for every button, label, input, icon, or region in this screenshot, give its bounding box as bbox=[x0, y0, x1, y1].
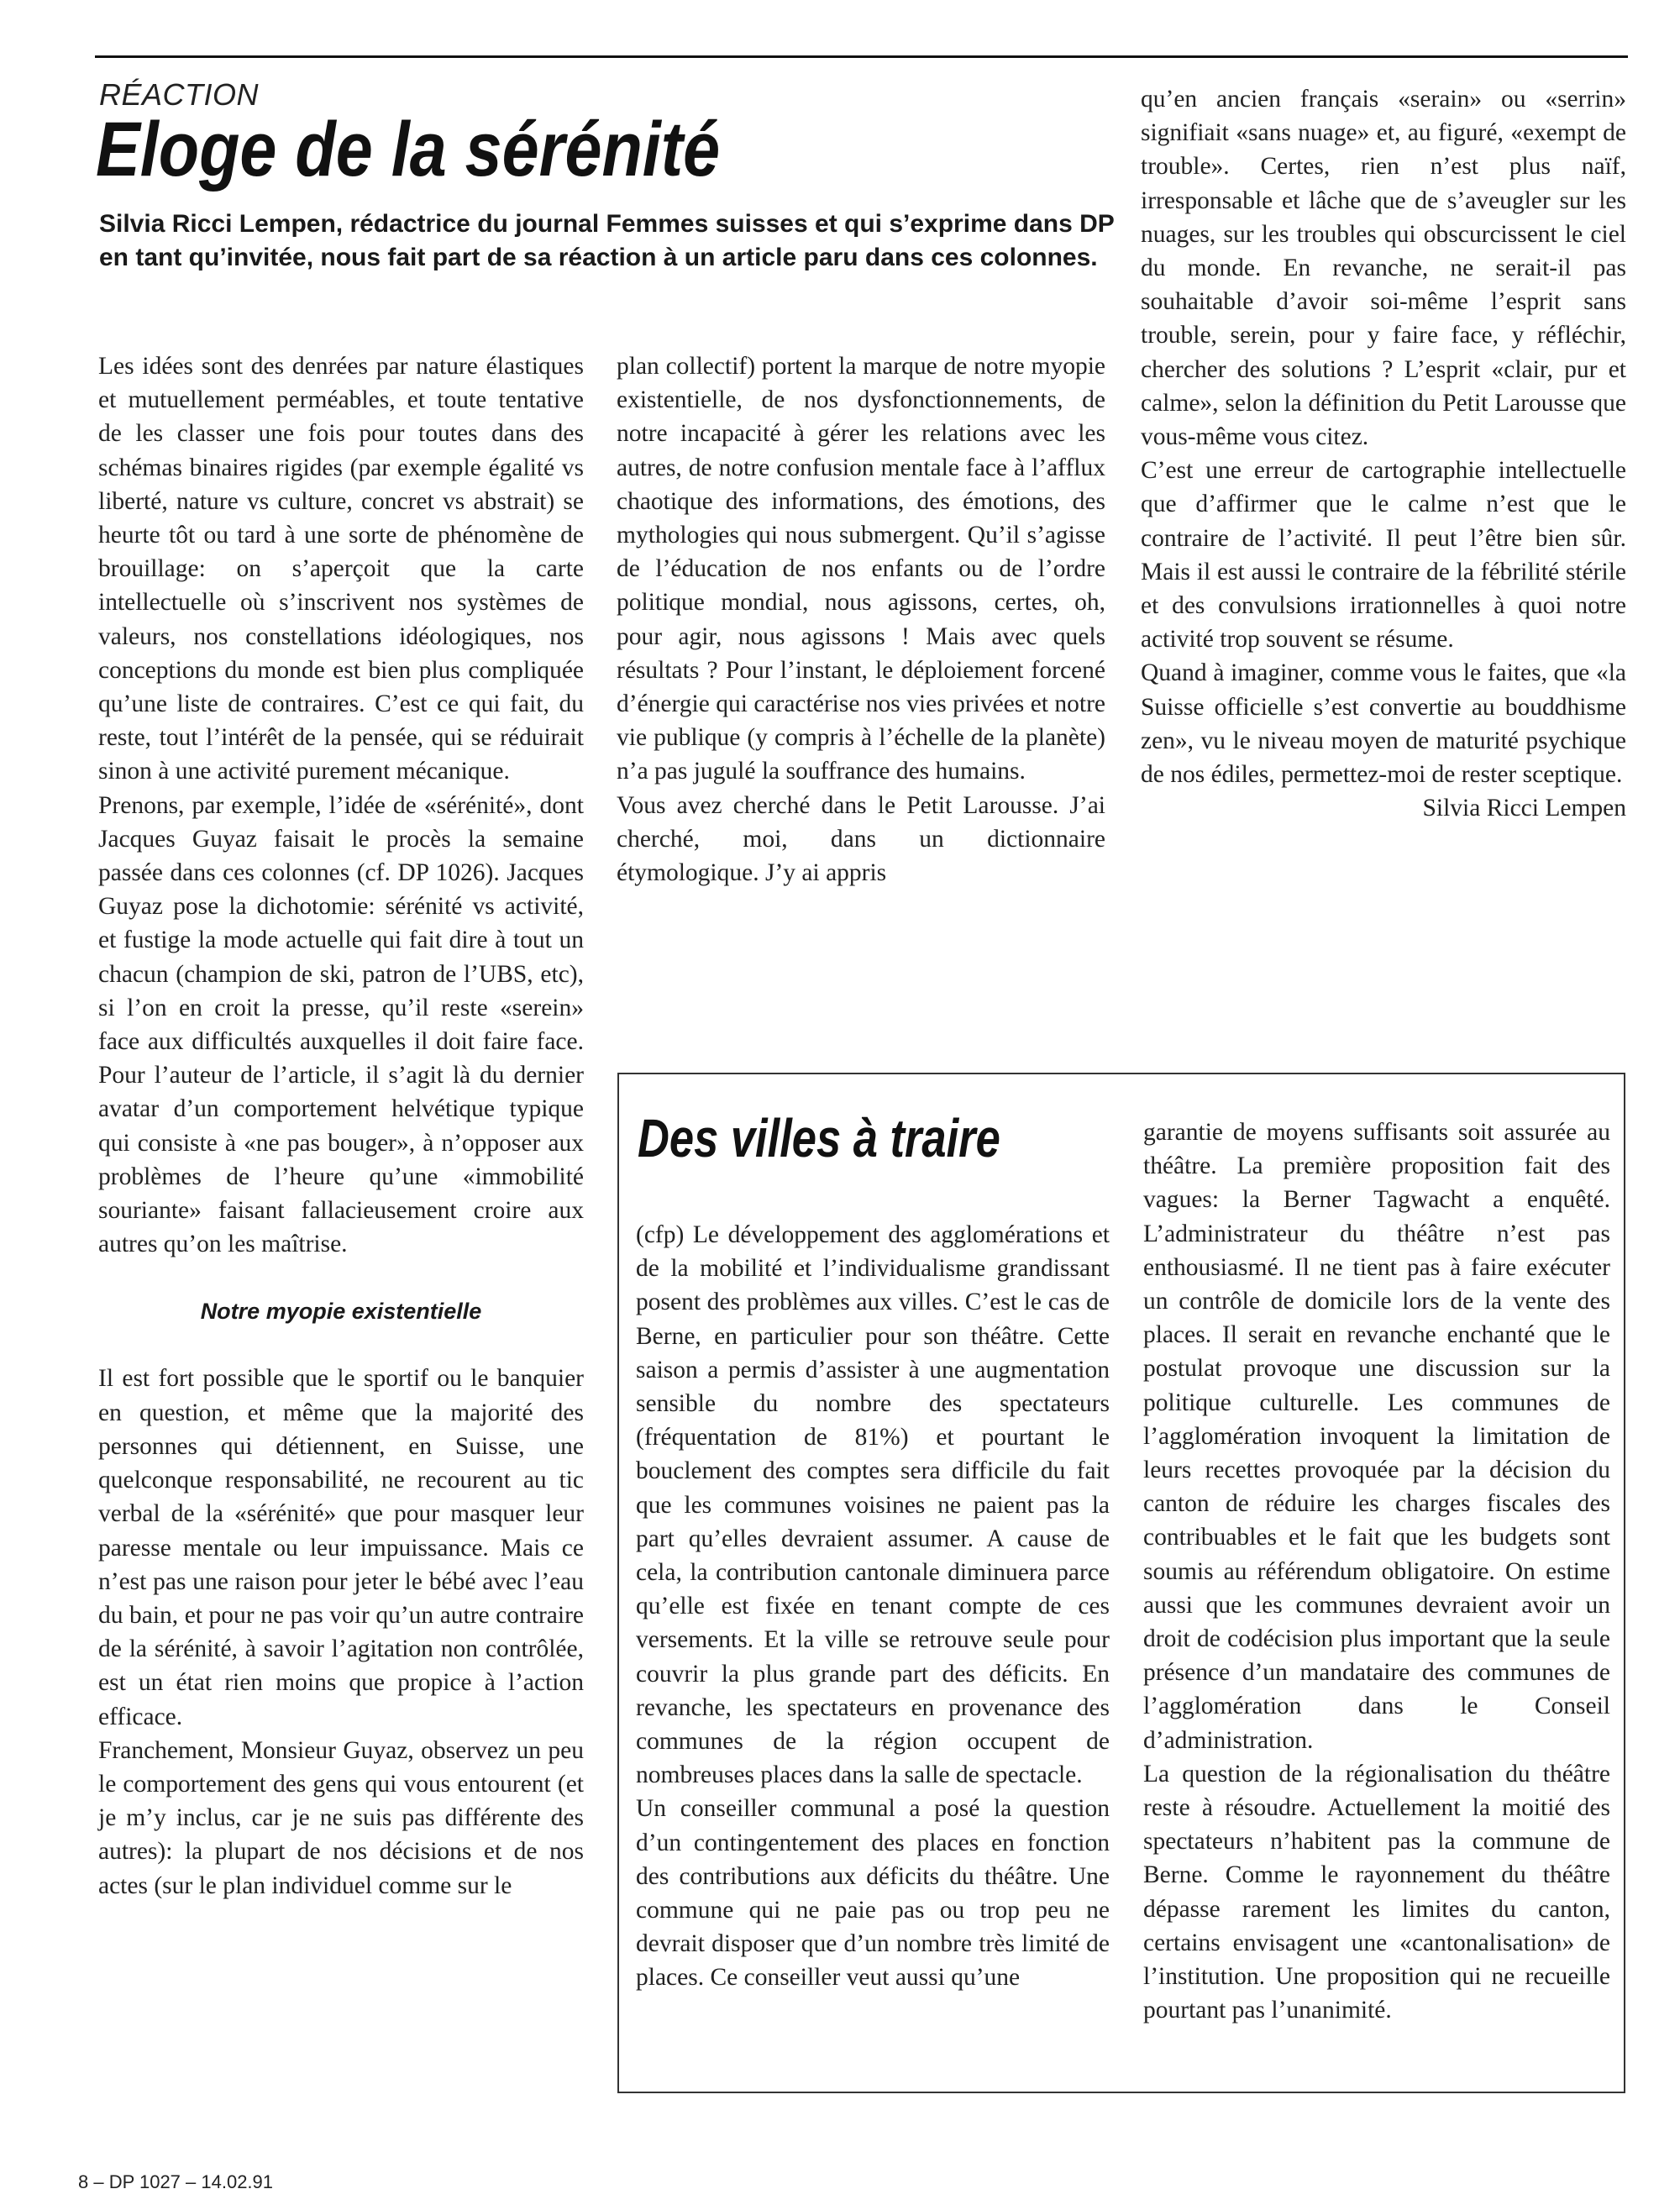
sidebar-paragraph: Un conseiller communal a posé la question d’un contingentement des places en fonction des contributions aux déficits du théâtre. Une commune qui ne paie pas ou trop peu ne devrait disposer que d’un nombre très limité de places. Ce conseiller veut aussi qu’une bbox=[636, 1795, 1110, 1992]
article-paragraph: Quand à imaginer, comme vous le faites, que «la Suisse officielle s’est convertie au bouddhisme zen», vu le niveau moyen de maturité psychique de nos édiles, permettez-moi de rester sceptique. bbox=[1141, 659, 1626, 789]
section-kicker: RÉACTION bbox=[99, 77, 260, 112]
article-paragraph: Vous avez cherché dans le Petit Larousse. J’ai cherché, moi, dans un dictionnaire étymologique. J’y ai appris bbox=[617, 791, 1105, 887]
article-paragraph: Les idées sont des denrées par nature élastiques et mutuellement perméables, et toute tentative de les classer une fois pour toutes dans des schémas binaires rigides (par exemple égalité vs liberté, nature vs culture, concret vs abstrait) se heurte tôt ou tard à une sorte de phénomène de brouillage: on s’aperçoit que la carte intellectuelle où s’inscrivent nos systèmes de valeurs, nos constellations idéologiques, nos conceptions du monde est bien plus compliquée qu’une liste de contraires. C’est ce qui fait, du reste, tout l’intérêt de la pensée, qui se réduirait sinon à une activité purement mécanique. bbox=[98, 353, 584, 785]
article-paragraph: plan collectif) portent la marque de notre myopie existentielle, de nos dysfonctionnements, de notre incapacité à gérer les relations avec les autres, de notre confusion mentale face à l’afflux chaotique des informations, des émotions, des mythologies qui nous submergent. Qu’il s’agisse de l’éducation de nos enfants ou de l’ordre politique mondial, nous agissons, certes, oh, pour agir, nous agissons ! Mais avec quels résultats ? Pour l’instant, le déploiement forcené d’énergie qui caractérise nos vies privées et notre vie publique (y compris à l’échelle de la planète) n’a pas jugulé la souffrance des humains. bbox=[617, 353, 1105, 785]
article-paragraph: qu’en ancien français «serain» ou «serrin» signifiait «sans nuage» et, au figuré, «exempt de trouble». Certes, rien n’est plus naïf, irresponsable et lâche que de s’aveugler sur les nuages, sur les troubles qui obscurcissent le ciel du monde. En revanche, ne serait-il pas souhaitable d’avoir soi-même l’esprit sans trouble, serein, pour y faire face, y réfléchir, chercher des solutions ? L’esprit «clair, pur et calme», selon la définition du Petit Larousse que vous-même vous citez. bbox=[1141, 86, 1626, 451]
article-lede: Silvia Ricci Lempen, rédactrice du journal Femmes suisses et qui s’exprime dans DP en tant qu’invitée, nous fait part de sa réaction à un article paru dans ces colonnes. bbox=[99, 210, 1115, 271]
article-paragraph: C’est une erreur de cartographie intellectuelle que d’affirmer que le calme n’est que le contraire de l’activité. Il peut l’être bien sûr. Mais il est aussi le contraire de la fébrilité stérile et des convulsions irrationnelles à quoi notre activité trop souvent se résume. bbox=[1141, 457, 1626, 654]
page-footer: 8 – DP 1027 – 14.02.91 bbox=[78, 2171, 274, 2192]
article-column-3 bbox=[1141, 82, 1626, 825]
sidebar-paragraph: (cfp) Le développement des agglomérations et de la mobilité et l’individualisme grandissant posent des problèmes aux villes. C’est le cas de Berne, en particulier pour son théâtre. Cette saison a permis d’assister à une augmentation sensible du nombre des spectateurs (fréquentation de 81%) et pourtant le bouclement des comptes sera difficile du fait que les communes voisines ne paient pas la part qu’elles devraient assumer. A cause de cela, la contribution cantonale diminuera parce qu’elle est fixée en tenant compte de ces versements. Et la ville se retrouve seule pour couvrir la plus grande part des déficits. En revanche, les spectateurs en provenance des communes de la région occupent de nombreuses places dans la salle de spectacle. bbox=[636, 1221, 1110, 1789]
article-paragraph: Prenons, par exemple, l’idée de «sérénité», dont Jacques Guyaz faisait le procès la semaine passée dans ces colonnes (cf. DP 1026). Jacques Guyaz pose la dichotomie: sérénité vs activité, et fustige la mode actuelle qui fait dire à tout un chacun (champion de ski, patron de l’UBS, etc), si l’on en croit la presse, qu’il reste «serein» face aux difficultés auxquelles il doit faire face. Pour l’auteur de l’article, il s’agit là du dernier avatar d’un comportement helvétique typique qui consiste à «ne pas bouger», à n’opposer aux problèmes de l’heure qu’une «immobilité souriante» faisant fallacieusement croire aux autres qu’on les maîtrise. bbox=[98, 791, 584, 1258]
sidebar-column-2 bbox=[1143, 1115, 1610, 2027]
article-paragraph: Il est fort possible que le sportif ou le banquier en question, et même que la majorité des personnes qui détiennent, en Suisse, une quelconque responsabilité, ne recourent au tic verbal de la «sérénité» que pour masquer leur paresse mentale ou leur impuissance. Mais ce n’est pas une raison pour jeter le bébé avec l’eau du bain, et pour ne pas voir qu’un autre contraire de la sérénité, à savoir l’agitation non contrôlée, est un état rien moins que propice à l’action efficace. bbox=[98, 1365, 584, 1730]
article-column-2 bbox=[617, 349, 1105, 890]
sidebar-column-1 bbox=[636, 1218, 1110, 1995]
article-subhead: Notre myopie existentielle bbox=[200, 1299, 482, 1325]
article-column-1 bbox=[98, 349, 584, 1903]
article-paragraph: Franchement, Monsieur Guyaz, observez un peu le comportement des gens qui vous entourent (et je m’y inclus, car je ne suis pas différente des autres): la plupart de nos décisions et de nos actes (sur le plan individuel comme sur le bbox=[98, 1736, 584, 1899]
sidebar-paragraph: La question de la régionalisation du théâtre reste à résoudre. Actuellement la moitié des spectateurs n’habitent pas la commune de Berne. Comme le rayonnement du théâtre dépasse rarement les limites du canton, certains envisagent une «cantonalisation» de l’institution. Une proposition qui ne recueille pourtant pas l’unanimité. bbox=[1143, 1760, 1610, 2024]
sidebar-title: Des villes à traire bbox=[638, 1108, 1000, 1168]
top-rule bbox=[95, 55, 1628, 58]
sidebar-paragraph: garantie de moyens suffisants soit assurée au théâtre. La première proposition fait des vagues: la Berner Tagwacht a enquêté. L’administrateur du théâtre n’est pas enthousiasmé. Il ne tient pas à faire exécuter un contrôle de domicile lors de la vente des places. Il serait en revanche enchanté que le postulat provoque une discussion sur la politique culturelle. Les communes de l’agglomération invoquent la limitation de leurs recettes provoquée par la décision du canton de réduire les charges fiscales des contribuables et le fait que les budgets sont soumis au référendum obligatoire. On estime aussi que les communes devraient avoir un droit de codécision plus important que la seule présence d’un mandataire des communes de l’agglomération dans le Conseil d’administration. bbox=[1143, 1119, 1610, 1754]
author-signature: Silvia Ricci Lempen bbox=[1422, 795, 1626, 822]
article-title: Eloge de la sérénité bbox=[96, 107, 721, 192]
